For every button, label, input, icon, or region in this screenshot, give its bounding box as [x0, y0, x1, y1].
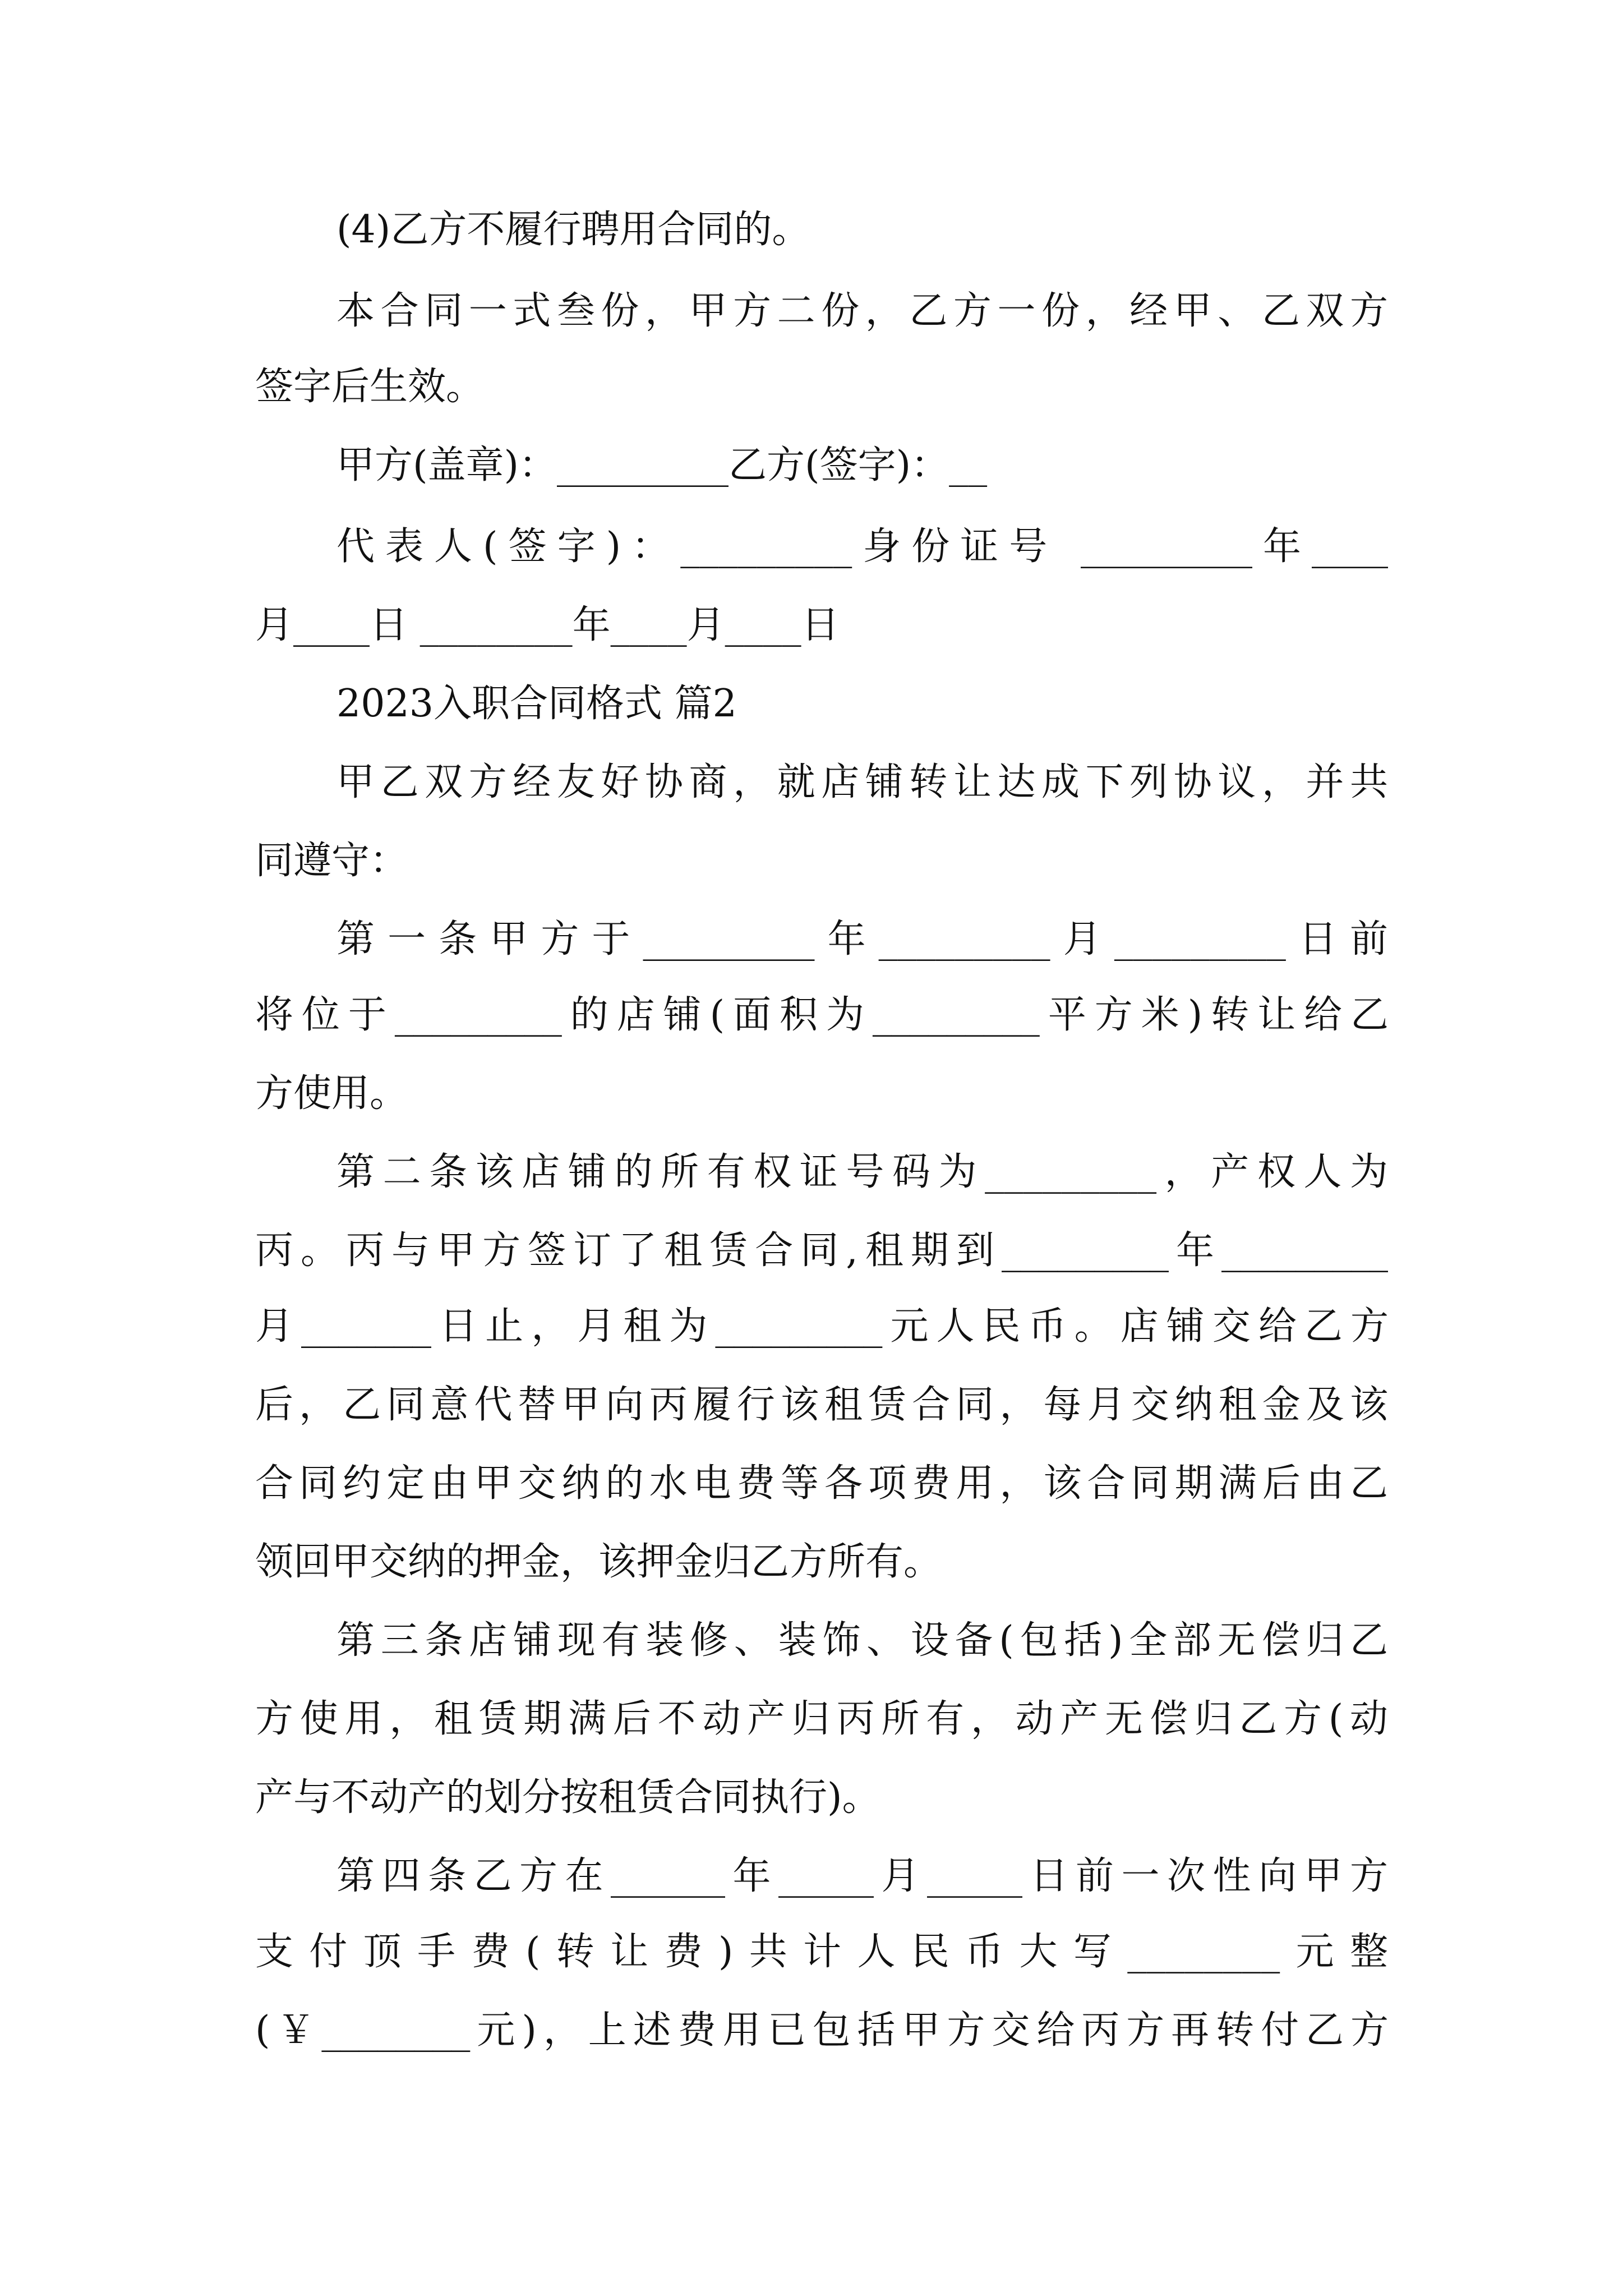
- text-line: 丙。丙与甲方签订了租赁合同,租期到_________年_________: [255, 1228, 1388, 1273]
- text-line: 本合同一式叁份，甲方二份，乙方一份，经甲、乙双方: [336, 289, 1388, 333]
- text-line: 合同约定由甲交纳的水电费等各项费用，该合同期满后由乙: [255, 1461, 1388, 1506]
- text-line: 第二条该店铺的所有权证号码为_________，产权人为: [336, 1150, 1388, 1194]
- text-line: 月_______日止，月租为_________元人民币。店铺交给乙方: [255, 1304, 1388, 1349]
- text-line: 甲方(盖章)：_________乙方(签字)：__: [336, 443, 988, 487]
- section-heading: 2023入职合同格式 篇2: [336, 682, 737, 726]
- text-line: 将位于_________的店铺(面积为_________平方米)转让给乙: [255, 993, 1388, 1037]
- text-line: 第一条甲方于_________年_________月_________日前: [336, 917, 1388, 961]
- text-line: 领回甲交纳的押金，该押金归乙方所有。: [255, 1540, 942, 1584]
- text-line: 代表人(签字)：_________身份证号 _________年____: [336, 524, 1388, 569]
- text-line: (4)乙方不履行聘用合同的。: [336, 208, 810, 252]
- text-line: 同遵守：: [255, 839, 408, 883]
- text-line: (￥________元)，上述费用已包括甲方交给丙方再转付乙方: [255, 2008, 1388, 2053]
- text-line: 方使用。: [255, 1071, 408, 1116]
- text-line: 第三条店铺现有装修、装饰、设备(包括)全部无偿归乙: [336, 1618, 1388, 1663]
- text-line: 签字后生效。: [255, 365, 485, 409]
- text-line: 产与不动产的划分按租赁合同执行)。: [255, 1775, 880, 1820]
- text-line: 月____日 ________年____月____日: [255, 603, 840, 647]
- text-line: 甲乙双方经友好协商，就店铺转让达成下列协议，并共: [336, 760, 1388, 804]
- text-line: 支付顶手费(转让费)共计人民币大写________元整: [255, 1930, 1388, 1974]
- text-line: 方使用，租赁期满后不动产归丙所有，动产无偿归乙方(动: [255, 1697, 1388, 1741]
- text-line: 第四条乙方在______年_____月_____日前一次性向甲方: [336, 1854, 1388, 1898]
- text-line: 后，乙同意代替甲向丙履行该租赁合同，每月交纳租金及该: [255, 1383, 1388, 1427]
